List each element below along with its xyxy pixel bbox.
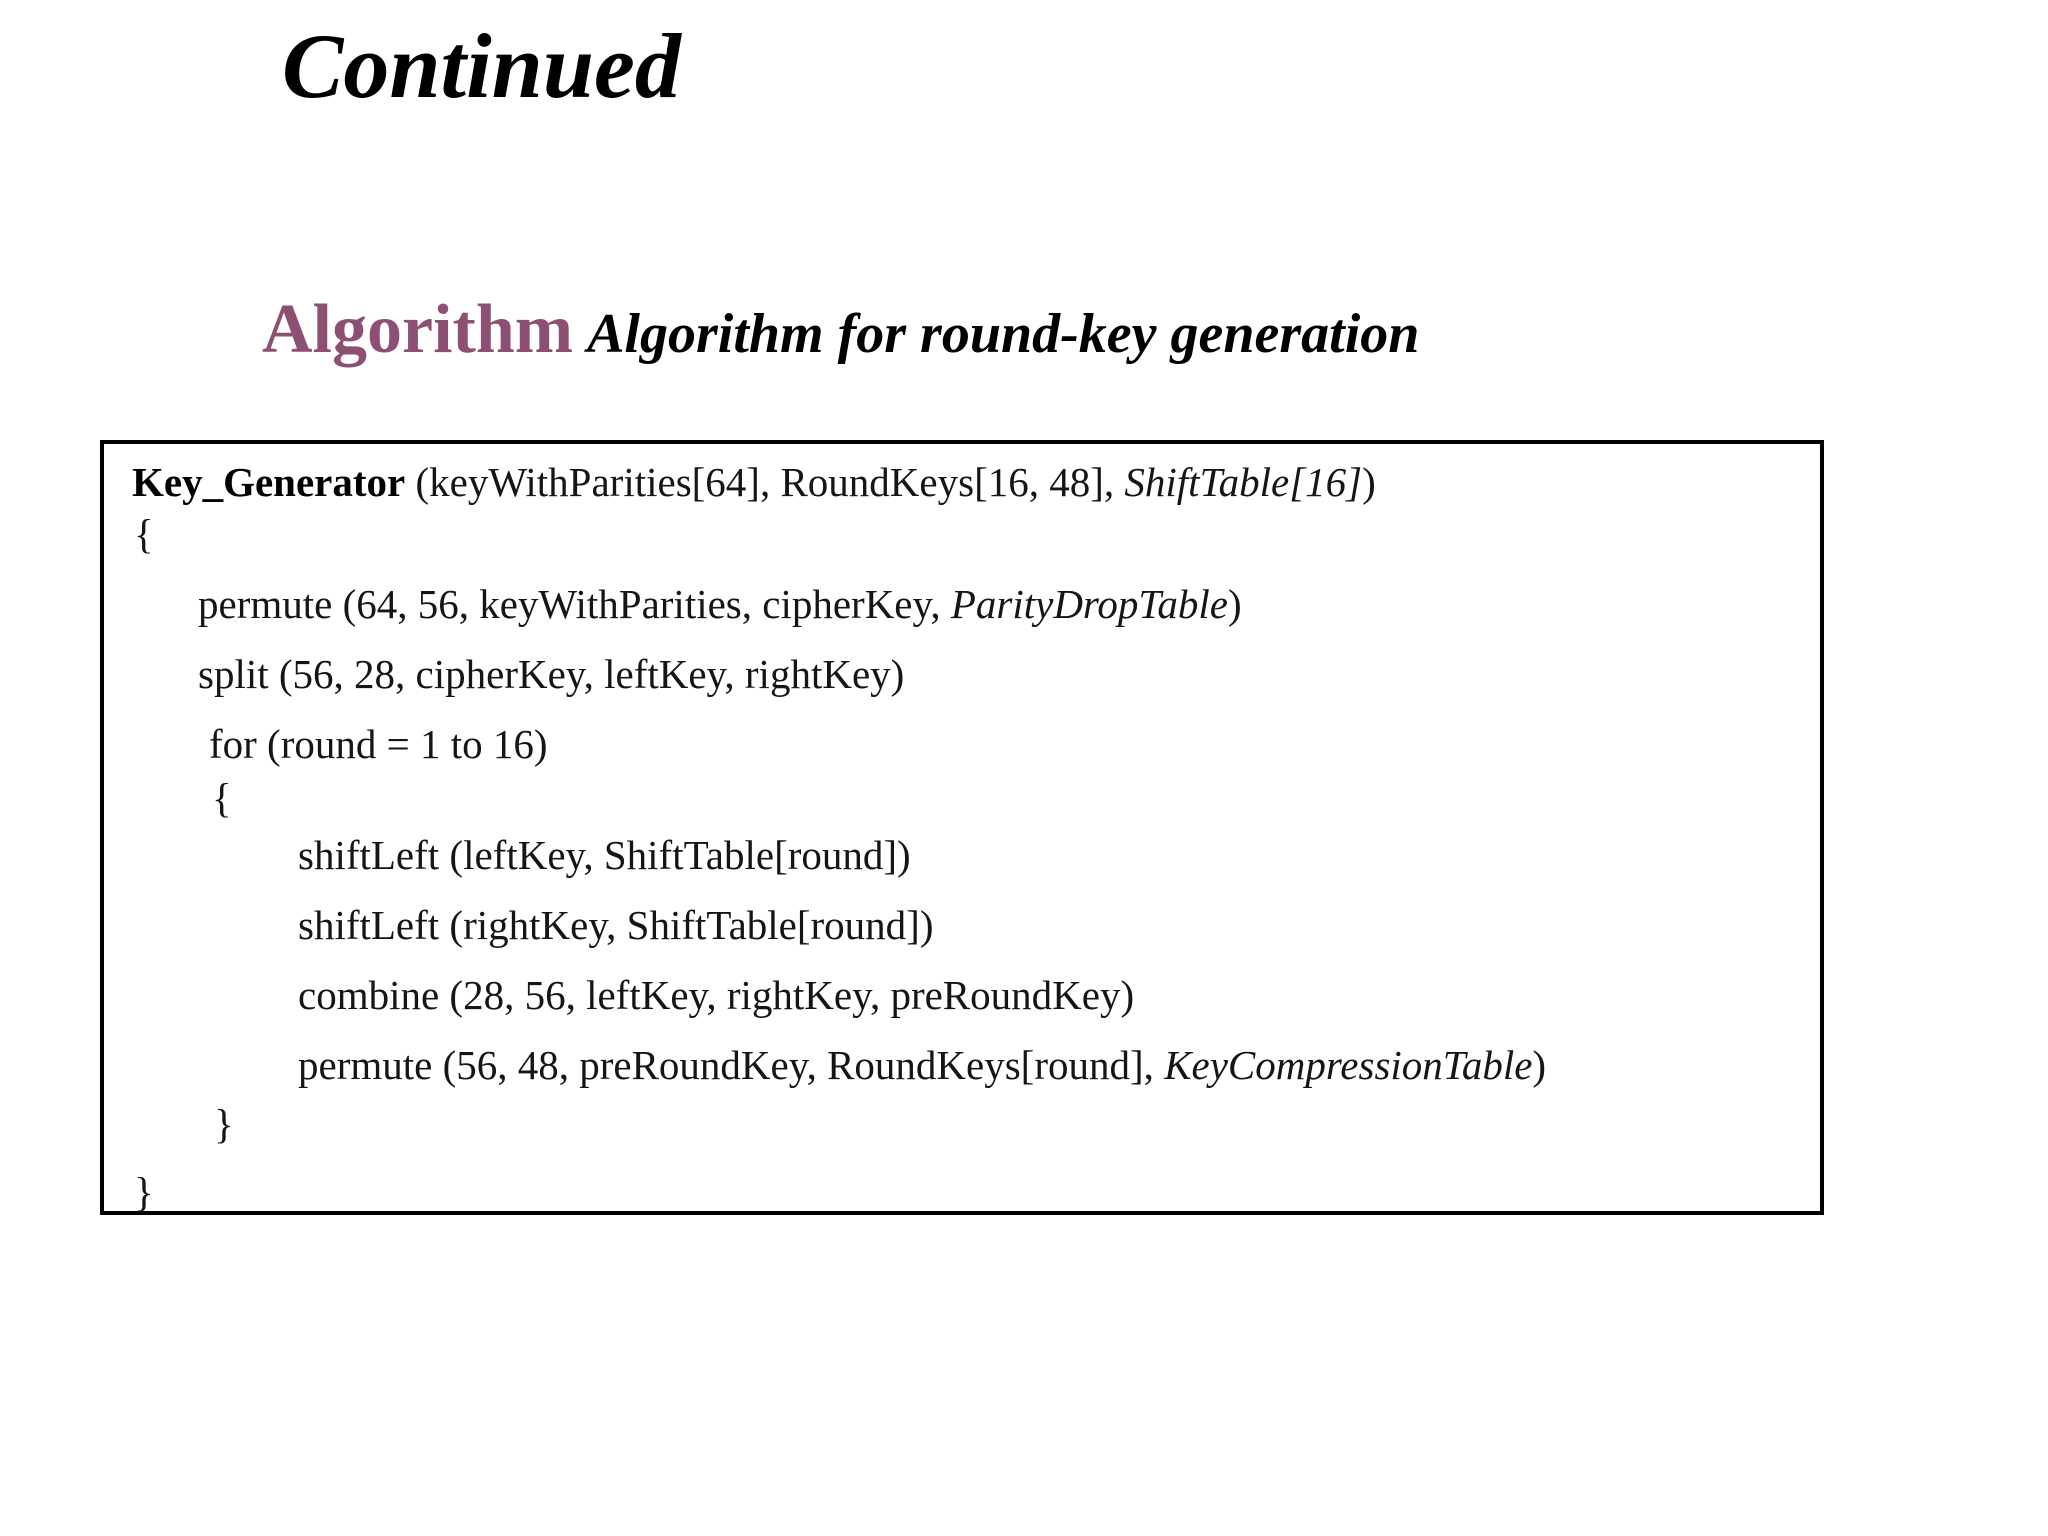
code-line-permute-parity bbox=[198, 581, 1242, 627]
code-line-split: split (56, 28, cipherKey, leftKey, rightKey) bbox=[198, 651, 905, 697]
function-params: (keyWithParities[64], RoundKeys[16, 48], bbox=[405, 459, 1125, 505]
for-close-brace: } bbox=[214, 1101, 234, 1147]
permute-parity-table: ParityDropTable bbox=[950, 581, 1228, 627]
caption-label: Algorithm bbox=[262, 291, 574, 368]
code-line-shift-left-key: shiftLeft (leftKey, ShiftTable[round]) bbox=[298, 832, 911, 878]
caption-text: Algorithm for round-key generation bbox=[587, 303, 1420, 365]
permute-parity-close: ) bbox=[1228, 581, 1242, 627]
code-line-shift-right-key: shiftLeft (rightKey, ShiftTable[round]) bbox=[298, 902, 934, 948]
close-brace: } bbox=[134, 1169, 154, 1215]
permute-compression-close: ) bbox=[1532, 1042, 1547, 1088]
slide-title: Continued bbox=[282, 15, 681, 117]
function-signature bbox=[132, 459, 1376, 505]
algorithm-caption bbox=[262, 288, 1419, 372]
function-param-italic: ShiftTable[16] bbox=[1124, 459, 1363, 505]
for-open-brace: { bbox=[212, 775, 232, 821]
open-brace: { bbox=[134, 511, 154, 557]
permute-compression-table: KeyCompressionTable bbox=[1164, 1042, 1533, 1088]
permute-parity-text: permute (64, 56, keyWithParities, cipherKey, bbox=[198, 581, 951, 627]
algorithm-box bbox=[100, 440, 1824, 1215]
code-line-for-loop: for (round = 1 to 16) bbox=[209, 721, 548, 767]
code-line-combine: combine (28, 56, leftKey, rightKey, preRoundKey) bbox=[298, 972, 1135, 1018]
code-line-permute-compression bbox=[298, 1042, 1547, 1088]
function-params-close: ) bbox=[1362, 459, 1376, 505]
function-name: Key_Generator bbox=[132, 459, 406, 505]
permute-compression-text: permute (56, 48, preRoundKey, RoundKeys[round], bbox=[298, 1042, 1165, 1088]
